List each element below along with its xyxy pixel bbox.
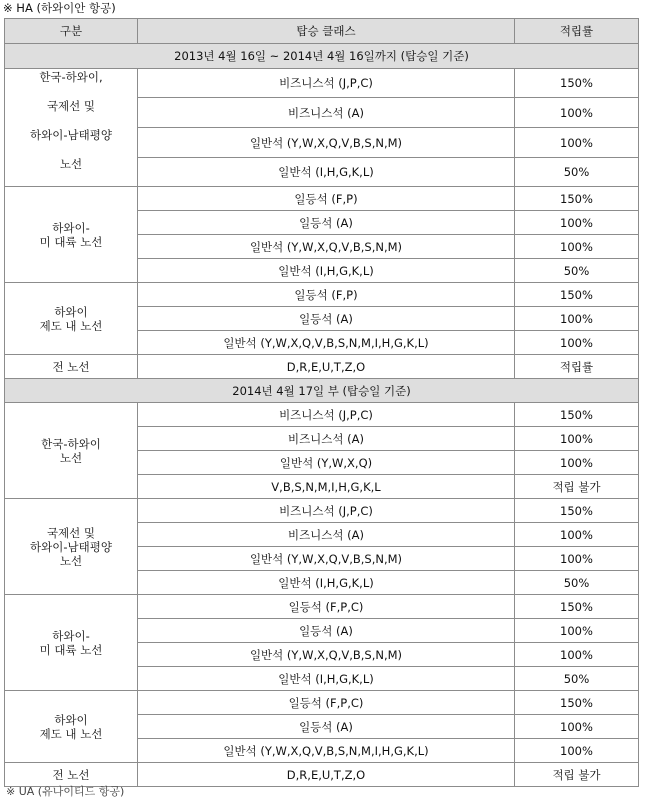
route-segment-cell bbox=[5, 69, 138, 187]
boarding-class-cell: 일반석 (Y,W,X,Q,V,B,S,N,M) bbox=[138, 235, 515, 259]
footer-note: ※ UA (유나이티드 항공) bbox=[6, 785, 125, 798]
boarding-class-cell: 일등석 (A) bbox=[138, 307, 515, 331]
period-label: 2013년 4월 16일 ~ 2014년 4월 16일까지 (탑승일 기준) bbox=[5, 44, 639, 69]
route-segment-line: 전 노선 bbox=[52, 359, 90, 374]
accrual-rate-cell: 100% bbox=[515, 128, 639, 158]
accrual-rate-cell: 100% bbox=[515, 427, 639, 451]
boarding-class-cell: 일반석 (Y,W,X,Q) bbox=[138, 451, 515, 475]
boarding-class-cell: 일등석 (A) bbox=[138, 211, 515, 235]
header-class: 탑승 클래스 bbox=[138, 19, 515, 44]
accrual-rate-cell: 100% bbox=[515, 451, 639, 475]
route-segment-cell bbox=[5, 691, 138, 763]
accrual-rate-cell: 100% bbox=[515, 211, 639, 235]
accrual-rate-cell: 100% bbox=[515, 619, 639, 643]
route-segment-line: 하와이 bbox=[54, 712, 88, 727]
boarding-class-cell: 일반석 (I,H,G,K,L) bbox=[138, 158, 515, 187]
boarding-class-cell: 일반석 (Y,W,X,Q,V,B,S,N,M) bbox=[138, 547, 515, 571]
accrual-rate-cell: 적립 불가 bbox=[515, 763, 639, 787]
boarding-class-cell: 비즈니스석 (J,P,C) bbox=[138, 69, 515, 98]
route-segment-line: 제도 내 노선 bbox=[39, 726, 103, 741]
table-row bbox=[5, 187, 639, 211]
route-segment-line: 국제선 및 bbox=[46, 99, 96, 113]
table-body bbox=[5, 19, 639, 787]
boarding-class-cell: 비즈니스석 (A) bbox=[138, 523, 515, 547]
boarding-class-cell: 일반석 (I,H,G,K,L) bbox=[138, 259, 515, 283]
route-segment-cell bbox=[5, 763, 138, 787]
boarding-class-cell: 비즈니스석 (A) bbox=[138, 98, 515, 128]
boarding-class-cell: 일등석 (A) bbox=[138, 715, 515, 739]
boarding-class-cell: 비즈니스석 (J,P,C) bbox=[138, 499, 515, 523]
boarding-class-cell: 일반석 (I,H,G,K,L) bbox=[138, 571, 515, 595]
boarding-class-cell: 일등석 (F,P) bbox=[138, 187, 515, 211]
route-segment-line: 국제선 및 bbox=[46, 525, 96, 540]
route-segment-line: 전 노선 bbox=[52, 767, 90, 782]
route-segment-line: 한국-하와이, bbox=[39, 70, 103, 84]
header-division: 구분 bbox=[5, 19, 138, 44]
route-segment-line: 하와이- bbox=[52, 220, 90, 235]
boarding-class-cell: 일등석 (F,P,C) bbox=[138, 595, 515, 619]
boarding-class-cell: 일반석 (Y,W,X,Q,V,B,S,N,M,I,H,G,K,L) bbox=[138, 739, 515, 763]
boarding-class-cell: V,B,S,N,M,I,H,G,K,L bbox=[138, 475, 515, 499]
route-segment-line: 하와이 bbox=[54, 304, 88, 319]
table-row bbox=[5, 763, 639, 787]
route-segment-cell bbox=[5, 595, 138, 691]
boarding-class-cell: 일반석 (I,H,G,K,L) bbox=[138, 667, 515, 691]
accrual-rate-cell: 150% bbox=[515, 499, 639, 523]
table-row bbox=[5, 355, 639, 379]
accrual-rate-cell: 150% bbox=[515, 595, 639, 619]
table-row bbox=[5, 69, 639, 98]
route-segment-line: 한국-하와이 bbox=[41, 436, 101, 451]
table-row bbox=[5, 499, 639, 523]
route-segment-line: 하와이-남태평양 bbox=[30, 128, 112, 142]
accrual-rate-cell: 적립률 bbox=[515, 355, 639, 379]
boarding-class-cell: 일등석 (A) bbox=[138, 619, 515, 643]
route-segment-line: 미 대륙 노선 bbox=[39, 642, 103, 657]
mileage-rate-table bbox=[4, 18, 639, 787]
boarding-class-cell: 일반석 (Y,W,X,Q,V,B,S,N,M) bbox=[138, 643, 515, 667]
route-segment-line: 노선 bbox=[59, 450, 83, 465]
accrual-rate-cell: 100% bbox=[515, 307, 639, 331]
table-row bbox=[5, 283, 639, 307]
accrual-rate-cell: 150% bbox=[515, 69, 639, 98]
header-row bbox=[5, 19, 639, 44]
route-segment-cell bbox=[5, 355, 138, 379]
route-segment-line: 노선 bbox=[59, 157, 83, 171]
route-segment-line: 노선 bbox=[59, 553, 83, 568]
accrual-rate-cell: 150% bbox=[515, 187, 639, 211]
accrual-rate-cell: 150% bbox=[515, 283, 639, 307]
accrual-rate-cell: 적립 불가 bbox=[515, 475, 639, 499]
accrual-rate-cell: 100% bbox=[515, 98, 639, 128]
table-row bbox=[5, 403, 639, 427]
route-segment-line: 하와이- bbox=[52, 628, 90, 643]
boarding-class-cell: 일반석 (Y,W,X,Q,V,B,S,N,M,I,H,G,K,L) bbox=[138, 331, 515, 355]
boarding-class-cell: 비즈니스석 (A) bbox=[138, 427, 515, 451]
period-header-row bbox=[5, 379, 639, 403]
boarding-class-cell: 일반석 (Y,W,X,Q,V,B,S,N,M) bbox=[138, 128, 515, 158]
route-segment-line: 하와이-남태평양 bbox=[30, 539, 112, 554]
table-caption: ※ HA (하와이안 항공) bbox=[3, 1, 116, 15]
accrual-rate-cell: 100% bbox=[515, 523, 639, 547]
route-segment-cell bbox=[5, 403, 138, 499]
period-label: 2014년 4월 17일 부 (탑승일 기준) bbox=[5, 379, 639, 403]
accrual-rate-cell: 150% bbox=[515, 691, 639, 715]
accrual-rate-cell: 100% bbox=[515, 331, 639, 355]
period-header-row bbox=[5, 44, 639, 69]
accrual-rate-cell: 100% bbox=[515, 739, 639, 763]
accrual-rate-cell: 100% bbox=[515, 235, 639, 259]
route-segment-cell bbox=[5, 499, 138, 595]
accrual-rate-cell: 100% bbox=[515, 643, 639, 667]
boarding-class-cell: 비즈니스석 (J,P,C) bbox=[138, 403, 515, 427]
header-rate: 적립률 bbox=[515, 19, 639, 44]
accrual-rate-cell: 150% bbox=[515, 403, 639, 427]
boarding-class-cell: 일등석 (F,P) bbox=[138, 283, 515, 307]
accrual-rate-cell: 100% bbox=[515, 715, 639, 739]
table-row bbox=[5, 595, 639, 619]
boarding-class-cell: 일등석 (F,P,C) bbox=[138, 691, 515, 715]
route-segment-line: 제도 내 노선 bbox=[39, 318, 103, 333]
boarding-class-cell: D,R,E,U,T,Z,O bbox=[138, 763, 515, 787]
boarding-class-cell: D,R,E,U,T,Z,O bbox=[138, 355, 515, 379]
accrual-rate-cell: 50% bbox=[515, 667, 639, 691]
accrual-rate-cell: 50% bbox=[515, 571, 639, 595]
route-segment-cell bbox=[5, 187, 138, 283]
accrual-rate-cell: 100% bbox=[515, 547, 639, 571]
route-segment-cell bbox=[5, 283, 138, 355]
accrual-rate-cell: 50% bbox=[515, 259, 639, 283]
route-segment-line: 미 대륙 노선 bbox=[39, 234, 103, 249]
accrual-rate-cell: 50% bbox=[515, 158, 639, 187]
table-row bbox=[5, 691, 639, 715]
